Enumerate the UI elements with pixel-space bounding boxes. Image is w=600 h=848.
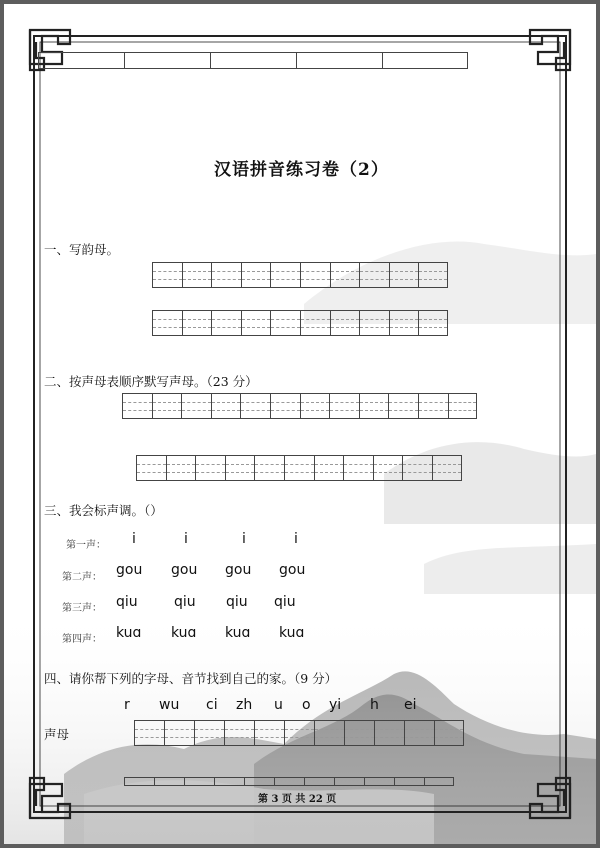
tone-syllable[interactable]: qiu — [274, 594, 296, 610]
pinyin-cell[interactable] — [418, 393, 448, 419]
header-box[interactable] — [296, 52, 382, 69]
tone-syllable[interactable]: i — [294, 531, 298, 547]
section-2-heading: 二、按声母表顺序默写声母。（23 分） — [44, 374, 258, 389]
pinyin-cell[interactable] — [373, 455, 403, 481]
tone-row-label: 第二声： — [62, 572, 102, 583]
pinyin-cell[interactable] — [402, 455, 432, 481]
tone-syllable[interactable]: kuɑ — [279, 625, 305, 641]
footer-box — [394, 777, 424, 786]
header-box[interactable] — [38, 52, 124, 69]
pinyin-cell[interactable] — [182, 310, 212, 336]
pinyin-cell[interactable] — [359, 393, 389, 419]
section-3-heading: 三、我会标声调。（） — [44, 503, 163, 518]
tone-syllable[interactable]: kuɑ — [225, 625, 251, 641]
pinyin-grid-row — [152, 310, 448, 336]
footer-box — [154, 777, 184, 786]
tone-syllable[interactable]: qiu — [174, 594, 196, 610]
sort-item[interactable]: ei — [404, 697, 417, 713]
decorative-border-frame — [4, 4, 596, 844]
pinyin-cell[interactable] — [329, 393, 359, 419]
footer-box — [364, 777, 394, 786]
pinyin-cell[interactable] — [241, 310, 271, 336]
pinyin-cell[interactable] — [374, 720, 404, 746]
footer-box — [244, 777, 274, 786]
pinyin-cell[interactable] — [418, 310, 448, 336]
sort-item[interactable]: o — [302, 697, 311, 713]
tone-syllable[interactable]: gou — [279, 562, 306, 578]
pinyin-cell[interactable] — [134, 720, 164, 746]
pinyin-cell[interactable] — [389, 262, 419, 288]
header-box[interactable] — [382, 52, 468, 69]
sort-item[interactable]: zh — [236, 697, 253, 713]
pinyin-grid-row — [152, 262, 448, 288]
footer-box — [124, 777, 154, 786]
tone-row-label: 第一声： — [66, 540, 106, 551]
footer-box — [184, 777, 214, 786]
pinyin-cell[interactable] — [254, 720, 284, 746]
footer-box — [424, 777, 454, 786]
sort-item[interactable]: h — [370, 697, 379, 713]
footer-box — [334, 777, 364, 786]
pinyin-cell[interactable] — [448, 393, 478, 419]
pinyin-cell[interactable] — [182, 262, 212, 288]
pinyin-grid-row — [136, 455, 462, 481]
pinyin-cell[interactable] — [240, 393, 270, 419]
page-number-footer: 第 3 页 共 22 页 — [258, 794, 337, 805]
sort-item[interactable]: wu — [159, 697, 180, 713]
pinyin-cell[interactable] — [284, 720, 314, 746]
pinyin-cell[interactable] — [211, 262, 241, 288]
pinyin-cell[interactable] — [152, 262, 182, 288]
page-title: 汉语拼音练习卷（2） — [214, 160, 389, 180]
pinyin-cell[interactable] — [194, 720, 224, 746]
pinyin-cell[interactable] — [314, 720, 344, 746]
tone-syllable[interactable]: i — [184, 531, 188, 547]
pinyin-cell[interactable] — [211, 393, 241, 419]
footer-box — [214, 777, 244, 786]
initials-row-label: 声母 — [44, 727, 70, 742]
pinyin-cell[interactable] — [434, 720, 464, 746]
tone-syllable[interactable]: gou — [225, 562, 252, 578]
pinyin-cell[interactable] — [152, 393, 182, 419]
footer-box — [304, 777, 334, 786]
pinyin-cell[interactable] — [343, 455, 373, 481]
pinyin-cell[interactable] — [300, 310, 330, 336]
pinyin-cell[interactable] — [181, 393, 211, 419]
pinyin-cell[interactable] — [152, 310, 182, 336]
pinyin-cell[interactable] — [314, 455, 344, 481]
pinyin-cell[interactable] — [270, 310, 300, 336]
initials-answer-row — [134, 720, 464, 746]
pinyin-cell[interactable] — [344, 720, 374, 746]
pinyin-cell[interactable] — [211, 310, 241, 336]
pinyin-cell[interactable] — [432, 455, 462, 481]
footer-score-boxes — [124, 777, 454, 786]
section-1-heading: 一、写韵母。 — [44, 242, 120, 257]
tone-syllable[interactable]: kuɑ — [171, 625, 197, 641]
pinyin-cell[interactable] — [389, 310, 419, 336]
sort-item[interactable]: yi — [329, 697, 342, 713]
tone-row-label: 第三声： — [62, 603, 102, 614]
pinyin-cell[interactable] — [270, 393, 300, 419]
header-box[interactable] — [210, 52, 296, 69]
pinyin-cell[interactable] — [388, 393, 418, 419]
tone-syllable[interactable]: i — [242, 531, 246, 547]
pinyin-cell[interactable] — [164, 720, 194, 746]
pinyin-cell[interactable] — [195, 455, 225, 481]
tone-row-label: 第四声： — [62, 634, 102, 645]
sort-item[interactable]: ci — [206, 697, 218, 713]
pinyin-cell[interactable] — [224, 720, 254, 746]
pinyin-cell[interactable] — [359, 262, 389, 288]
pinyin-cell[interactable] — [270, 262, 300, 288]
worksheet-page — [4, 4, 596, 844]
pinyin-grid-row — [122, 393, 477, 419]
pinyin-cell[interactable] — [254, 455, 284, 481]
tone-syllable[interactable]: qiu — [226, 594, 248, 610]
footer-box — [274, 777, 304, 786]
tone-syllable[interactable]: gou — [171, 562, 198, 578]
pinyin-cell[interactable] — [166, 455, 196, 481]
section-4-heading: 四、请你帮下列的字母、音节找到自己的家。（9 分） — [44, 671, 338, 686]
tone-syllable[interactable]: gou — [116, 562, 143, 578]
pinyin-cell[interactable] — [300, 393, 330, 419]
sort-item[interactable]: r — [124, 697, 130, 713]
tone-syllable[interactable]: i — [132, 531, 136, 547]
tone-syllable[interactable]: qiu — [116, 594, 138, 610]
tone-syllable[interactable]: kuɑ — [116, 625, 142, 641]
pinyin-cell[interactable] — [418, 262, 448, 288]
pinyin-cell[interactable] — [404, 720, 434, 746]
pinyin-cell[interactable] — [136, 455, 166, 481]
pinyin-cell[interactable] — [330, 262, 360, 288]
pinyin-cell[interactable] — [300, 262, 330, 288]
header-score-boxes — [38, 52, 468, 69]
pinyin-cell[interactable] — [359, 310, 389, 336]
pinyin-cell[interactable] — [122, 393, 152, 419]
pinyin-cell[interactable] — [284, 455, 314, 481]
sort-item[interactable]: u — [274, 697, 283, 713]
pinyin-cell[interactable] — [241, 262, 271, 288]
pinyin-cell[interactable] — [330, 310, 360, 336]
pinyin-cell[interactable] — [225, 455, 255, 481]
header-box[interactable] — [124, 52, 210, 69]
